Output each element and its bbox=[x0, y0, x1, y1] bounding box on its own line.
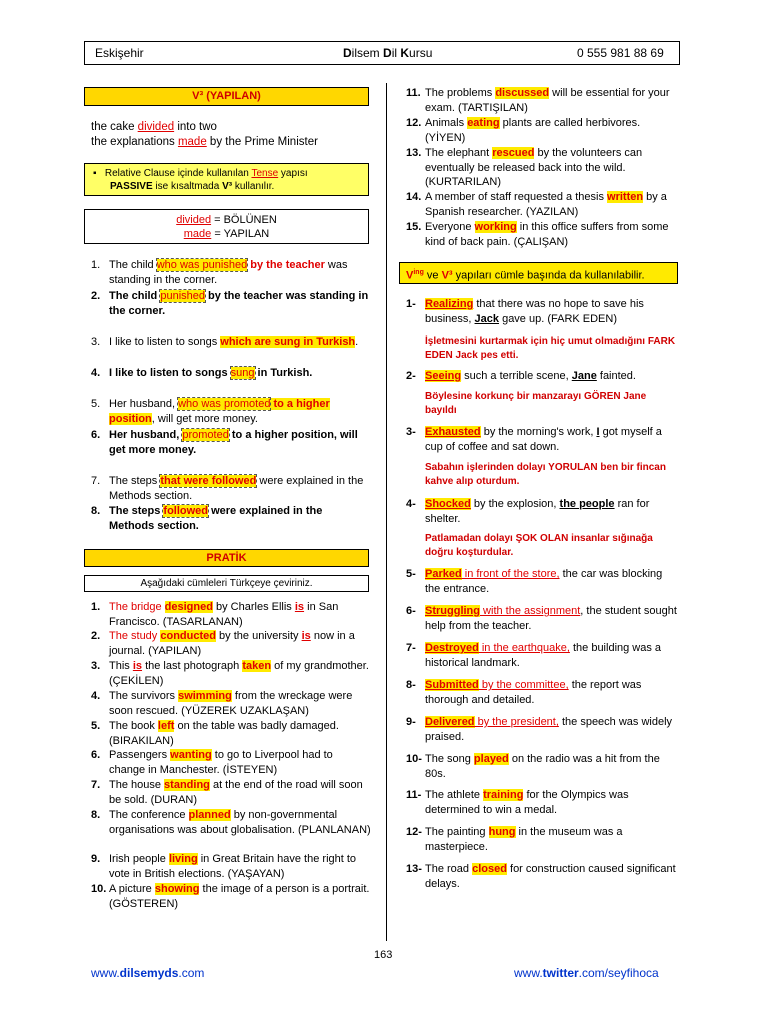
page-header bbox=[84, 41, 680, 65]
practice-title: PRATİK bbox=[84, 549, 369, 567]
column-divider bbox=[386, 83, 387, 941]
header-city: Eskişehir bbox=[95, 46, 144, 60]
ving-title: $V^{ing}$ ve V³ yapıları cümle başında da kullanılabilir. bbox=[399, 262, 678, 284]
translation-box: divided = BÖLÜNEN made = YAPILAN bbox=[84, 209, 369, 244]
instruction-box: Aşağıdaki cümleleri Türkçeye çeviriniz. bbox=[84, 575, 369, 592]
header-phone: 0 555 981 88 69 bbox=[577, 46, 664, 60]
page-number: 163 bbox=[374, 949, 393, 961]
note-box: ▪ Relative Clause içinde kullanılan Tense yapısı PASSIVE ise kısaltmada V³ kullanılır. bbox=[84, 163, 369, 196]
v3-title: V³ (YAPILAN) bbox=[84, 87, 369, 106]
footer-twitter[interactable]: www.twitter.com/seyfihoca bbox=[514, 966, 659, 980]
footer-website[interactable]: www.dilsemyds.com bbox=[91, 966, 205, 980]
examples: the cake divided into two the explanations made by the Prime Minister bbox=[91, 121, 318, 148]
header-school: Dilsem Dil Kursu bbox=[343, 46, 433, 60]
